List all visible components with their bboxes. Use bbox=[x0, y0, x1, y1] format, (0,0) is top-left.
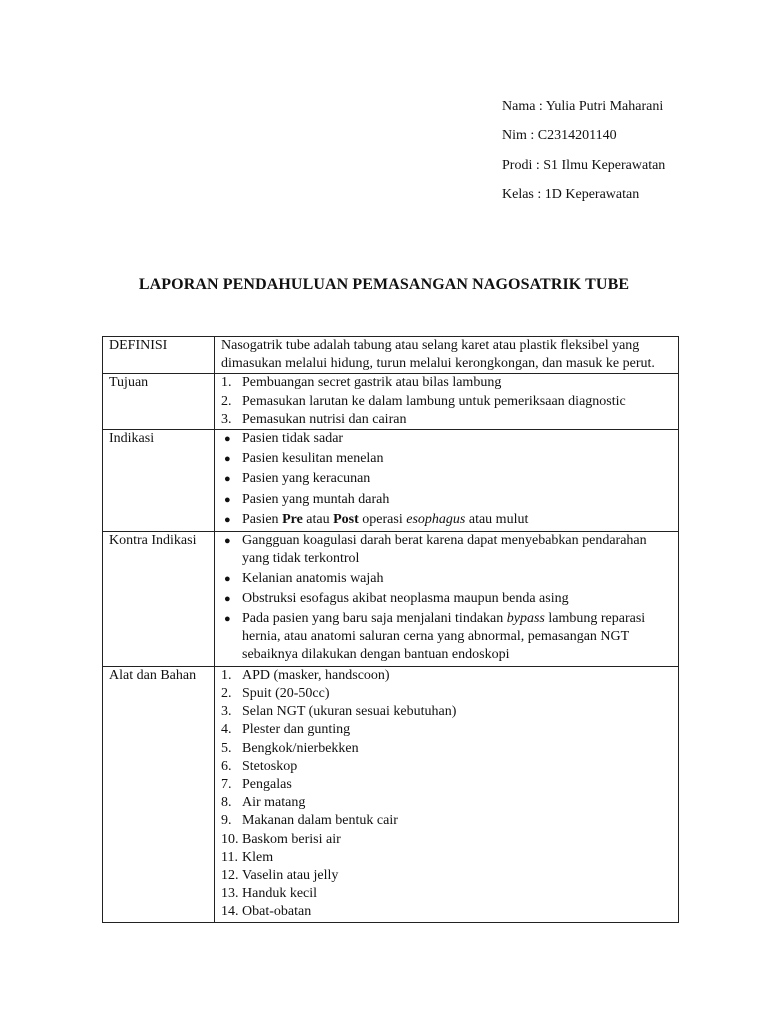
row-kontra-indikasi bbox=[103, 531, 679, 666]
list-item: ● Pasien Pre atau Post operasi esophagus atau mulut bbox=[221, 511, 674, 530]
report-table bbox=[102, 336, 679, 923]
alat-label: Alat dan Bahan bbox=[103, 666, 215, 922]
list-item: 6. Stetoskop bbox=[221, 758, 298, 774]
kontra-label: Kontra Indikasi bbox=[103, 531, 215, 666]
list-item: 9. Makanan dalam bentuk cair bbox=[221, 813, 398, 829]
bullet-icon: ● bbox=[224, 493, 231, 506]
list-item: ● Gangguan koagulasi darah berat karena dapat menyebabkan pendarahan yang tidak terkontrol bbox=[221, 532, 674, 568]
list-item: 1. APD (masker, handscoon) bbox=[221, 667, 390, 683]
bullet-icon: ● bbox=[224, 534, 231, 547]
list-item: ● Pada pasien yang baru saja menjalani tindakan bypass lambung reparasi hernia, atau anatomi saluran cerna yang abnormal, pemasangan NGT sebaiknya dilakukan dengan bantuan endoskopi bbox=[221, 610, 674, 665]
definisi-text: Nasogatrik tube adalah tabung atau selang karet atau plastik fleksibel yang dimasukan melalui hidung, turun melalui kerongkongan, dan masuk ke perut. bbox=[215, 337, 679, 374]
list-item: ● Kelanian anatomis wajah bbox=[221, 570, 674, 589]
kontra-list bbox=[215, 531, 679, 666]
indikasi-list bbox=[215, 430, 679, 532]
definisi-label: DEFINISI bbox=[103, 337, 215, 374]
bullet-icon: ● bbox=[224, 433, 231, 446]
indikasi-label: Indikasi bbox=[103, 430, 215, 532]
list-item: 7. Pengalas bbox=[221, 776, 292, 792]
list-item: 11. Klem bbox=[221, 849, 274, 865]
list-item: 12. Vaselin atau jelly bbox=[221, 867, 339, 883]
document-title: LAPORAN PENDAHULUAN PEMASANGAN NAGOSATRIK TUBE bbox=[138, 276, 630, 293]
row-tujuan bbox=[103, 374, 679, 430]
list-item: 4. Plester dan gunting bbox=[221, 722, 351, 738]
list-item: 2. Spuit (20-50cc) bbox=[221, 685, 330, 701]
list-item: ● Pasien yang muntah darah bbox=[221, 491, 674, 510]
bullet-icon: ● bbox=[224, 513, 231, 526]
list-item: 3. Selan NGT (ukuran sesuai kebutuhan) bbox=[221, 704, 457, 720]
row-indikasi bbox=[103, 430, 679, 532]
list-item: ● Pasien kesulitan menelan bbox=[221, 450, 674, 469]
student-kelas: Kelas : 1D Keperawatan bbox=[502, 186, 640, 202]
student-name: Nama : Yulia Putri Maharani bbox=[502, 99, 664, 114]
identity-block bbox=[502, 92, 665, 209]
list-item: 8. Air matang bbox=[221, 795, 306, 811]
list-item: ● Obstruksi esofagus akibat neoplasma maupun benda asing bbox=[221, 590, 674, 609]
row-definisi bbox=[103, 337, 679, 374]
bullet-icon: ● bbox=[224, 473, 231, 486]
list-item: 14. Obat-obatan bbox=[221, 904, 312, 920]
list-item: ● Pasien yang keracunan bbox=[221, 470, 674, 489]
bullet-icon: ● bbox=[224, 453, 231, 466]
student-prodi: Prodi : S1 Ilmu Keperawatan bbox=[502, 157, 666, 173]
tujuan-label: Tujuan bbox=[103, 374, 215, 430]
list-item: 10. Baskom berisi air bbox=[221, 831, 341, 847]
tujuan-list bbox=[215, 374, 679, 430]
bullet-icon: ● bbox=[224, 612, 231, 625]
alat-list bbox=[215, 666, 679, 922]
list-item: 13. Handuk kecil bbox=[221, 886, 318, 902]
student-nim: Nim : C2314201140 bbox=[502, 128, 617, 144]
list-item: 2. Pemasukan larutan ke dalam lambung untuk pemeriksaan diagnostic bbox=[221, 393, 626, 409]
list-item: 3. Pemasukan nutrisi dan cairan bbox=[221, 411, 407, 427]
list-item: ● Pasien tidak sadar bbox=[221, 430, 674, 449]
row-alat-bahan bbox=[103, 666, 679, 922]
bullet-icon: ● bbox=[224, 592, 231, 605]
list-item: 5. Bengkok/nierbekken bbox=[221, 740, 359, 756]
bullet-icon: ● bbox=[224, 572, 231, 585]
list-item: 1. Pembuangan secret gastrik atau bilas lambung bbox=[221, 375, 502, 391]
